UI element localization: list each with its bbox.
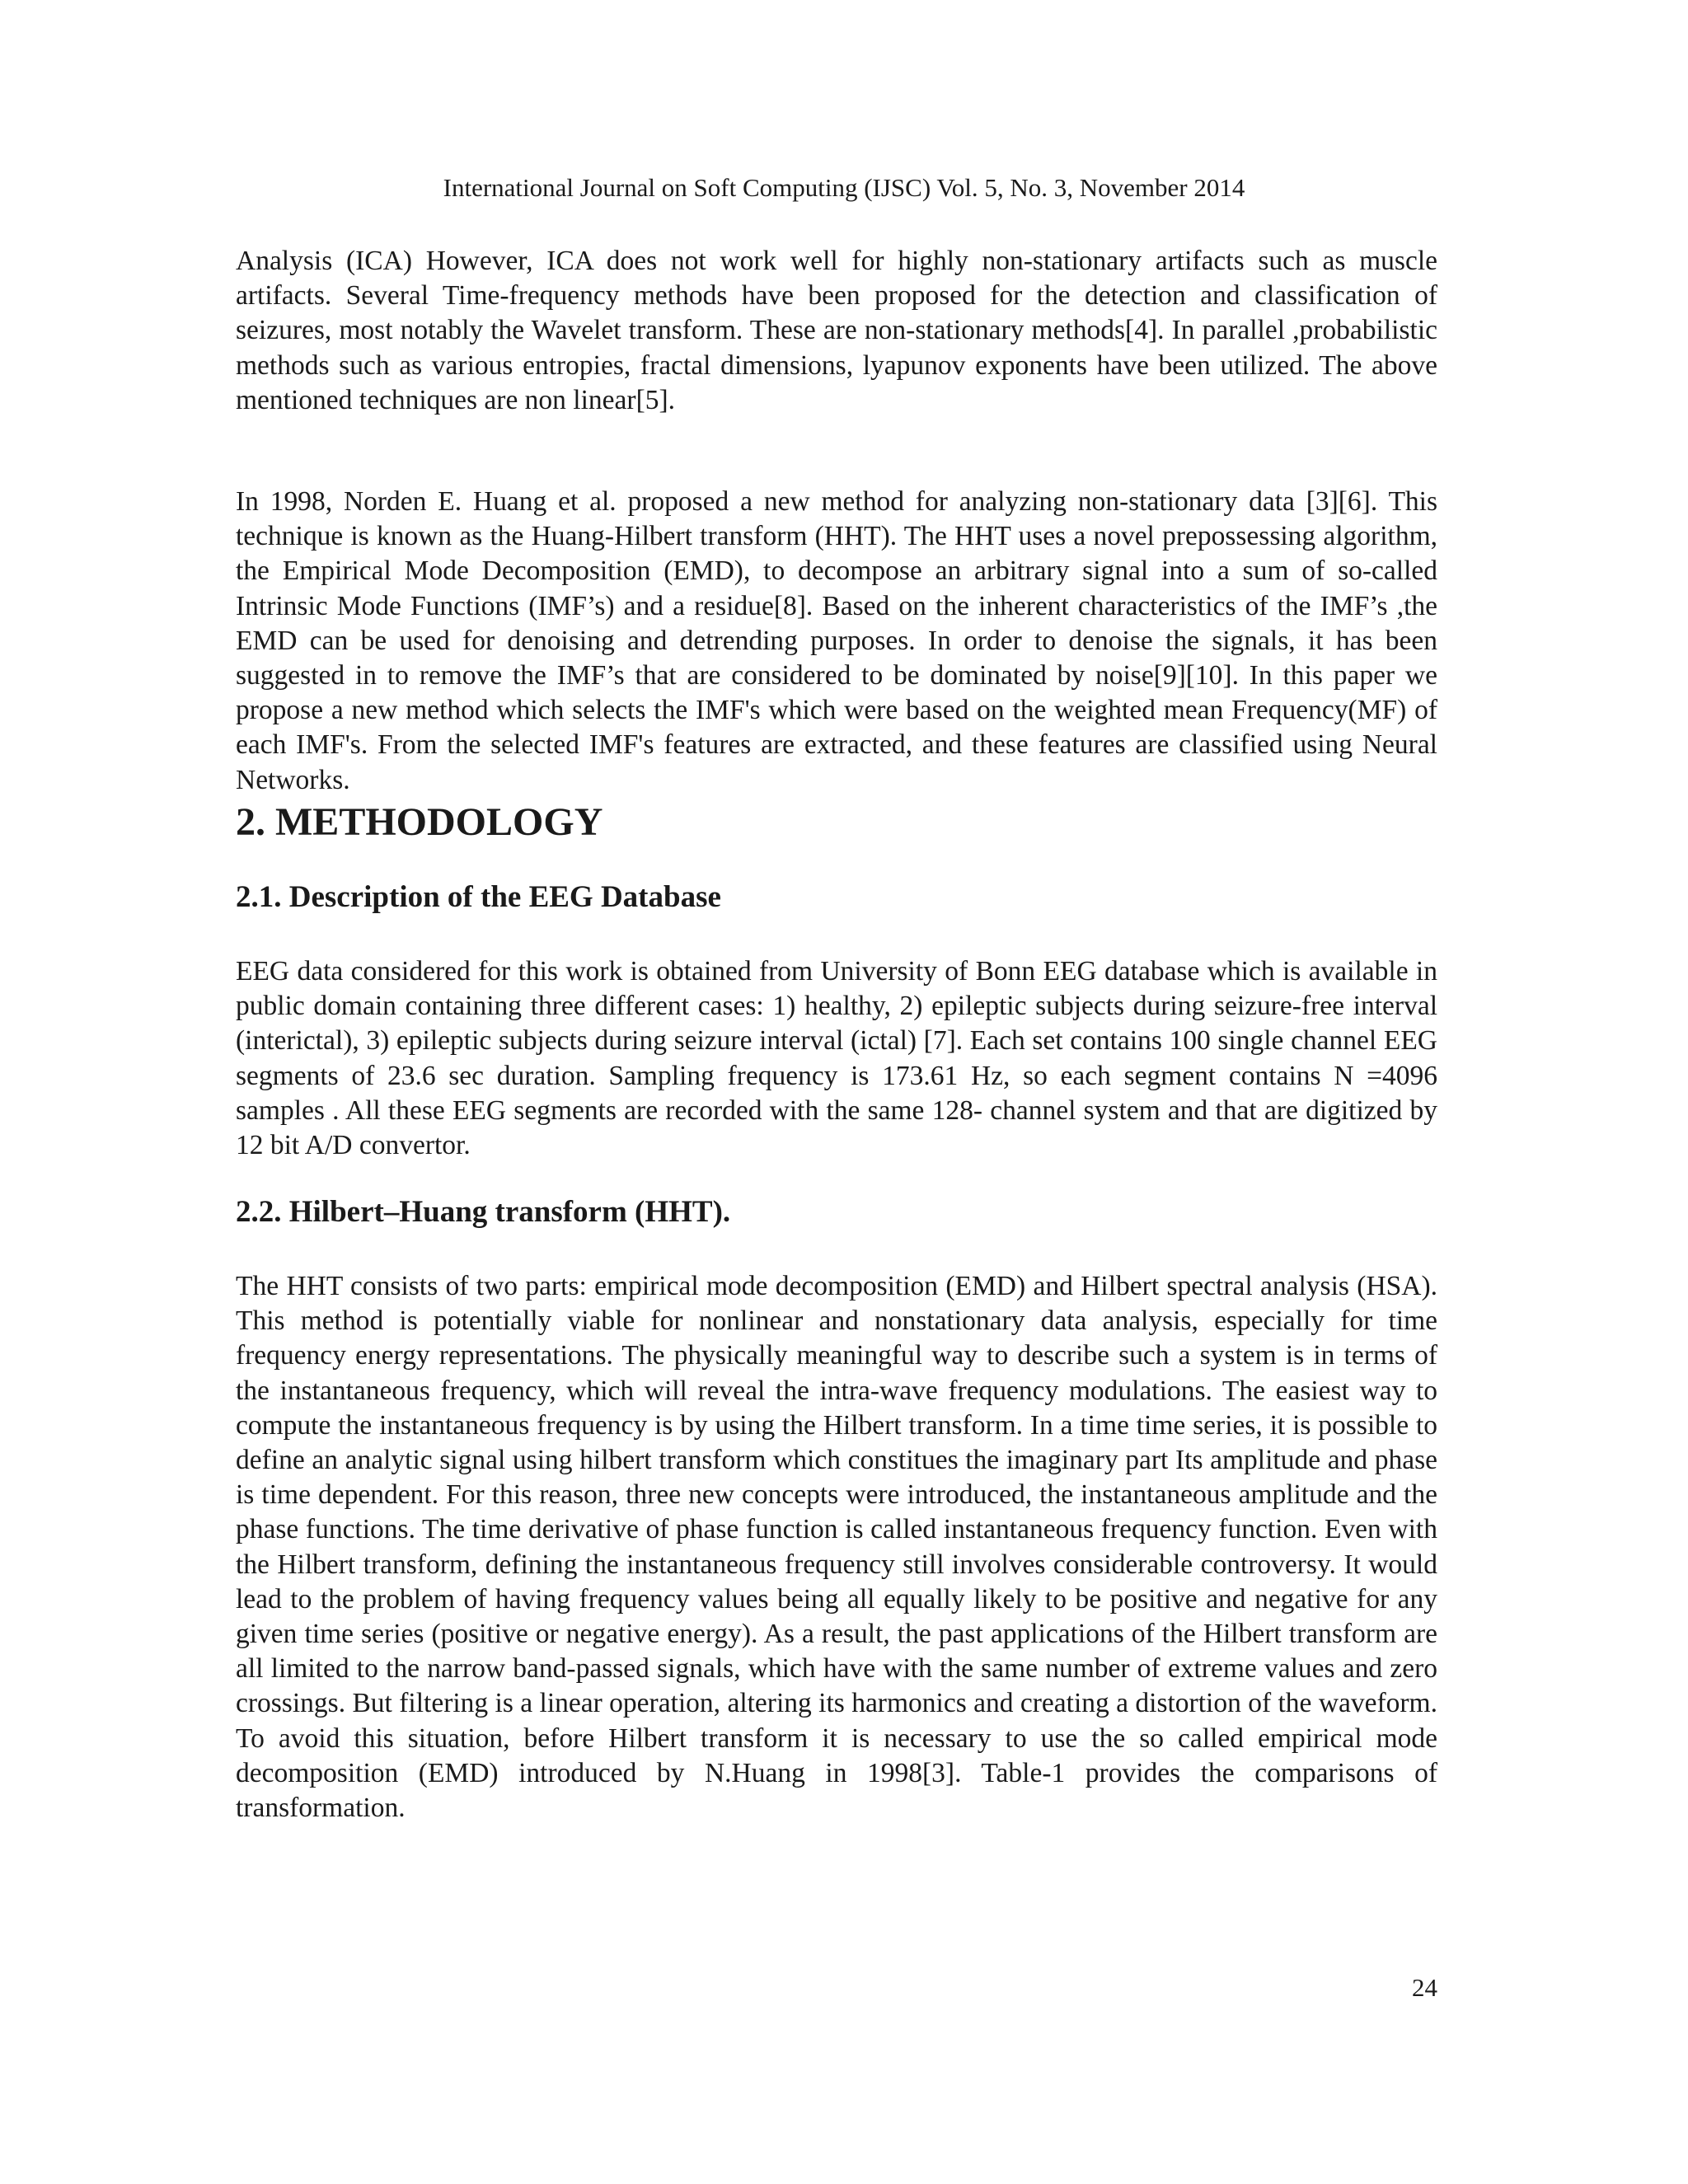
- running-header: International Journal on Soft Computing (IJSC) Vol. 5, No. 3, November 2014: [443, 173, 1245, 202]
- paragraph-ica: Analysis (ICA) However, ICA does not work well for highly non-stationary artifacts such as muscle artifacts. Several Time-frequency methods have been proposed for the detection and classification of seizures, most notably the Wavelet transform. These are non-stationary methods[4]. In parallel ,probabilistic methods such as various entropies, fractal dimensions, lyapunov exponents have been utilized. The above mentioned techniques are non linear[5].: [236, 246, 1437, 415]
- section-heading-methodology: 2. METHODOLOGY: [236, 800, 603, 844]
- subsection-heading-hht: 2.2. Hilbert–Huang transform (HHT).: [236, 1195, 731, 1229]
- paragraph-eeg-database: EEG data considered for this work is obtained from University of Bonn EEG database which is available in public domain containing three different cases: 1) healthy, 2) epileptic subjects during seizure-free interval (interictal), 3) epileptic subjects during seizure interval (ictal) [7]. Each set contains 100 single channel EEG segments of 23.6 sec duration. Sampling frequency is 173.61 Hz, so each segment contains N =4096 samples . All these EEG segments are recorded with the same 128- channel system and that are digitized by 12 bit A/D convertor.: [236, 956, 1437, 1161]
- paragraph-hht: The HHT consists of two parts: empirical mode decomposition (EMD) and Hilbert spectral analysis (HSA). This method is potentially viable for nonlinear and nonstationary data analysis, especially for time frequency energy representations. The physically meaningful way to describe such a system is in terms of the instantaneous frequency, which will reveal the intra-wave frequency modulations. The easiest way to compute the instantaneous frequency is by using the Hilbert transform. In a time time series, it is possible to define an analytic signal using hilbert transform which constitues the imaginary part Its amplitude and phase is time dependent. For this reason, three new concepts were introduced, the instantaneous amplitude and the phase functions. The time derivative of phase function is called instantaneous frequency function. Even with the Hilbert transform, defining the instantaneous frequency still involves considerable controversy. It would lead to the problem of having frequency values being all equally likely to be positive and negative for any given time series (positive or negative energy). As a result, the past applications of the Hilbert transform are all limited to the narrow band-passed signals, which have with the same number of extreme values and zero crossings. But filtering is a linear operation, altering its harmonics and creating a distortion of the waveform. To avoid this situation, before Hilbert transform it is necessary to use the so called empirical mode decomposition (EMD) introduced by N.Huang in 1998[3]. Table-1 provides the comparisons of transformation.: [236, 1271, 1437, 1824]
- page-number: 24: [1412, 1973, 1437, 2002]
- subsection-heading-eeg-database: 2.1. Description of the EEG Database: [236, 880, 721, 914]
- paragraph-hht-intro: In 1998, Norden E. Huang et al. proposed a new method for analyzing non-stationary data [3][6]. This technique is known as the Huang-Hilbert transform (HHT). The HHT uses a novel prepossessing algorithm, the Empirical Mode Decomposition (EMD), to decompose an arbitrary signal into a sum of so-called Intrinsic Mode Functions (IMF’s) and a residue[8]. Based on the inherent characteristics of the IMF’s ,the EMD can be used for denoising and detrending purposes. In order to denoise the signals, it has been suggested in to remove the IMF’s that are considered to be dominated by noise[9][10]. In this paper we propose a new method which selects the IMF's which were based on the weighted mean Frequency(MF) of each IMF's. From the selected IMF's features are extracted, and these features are classified using Neural Networks.: [236, 486, 1437, 795]
